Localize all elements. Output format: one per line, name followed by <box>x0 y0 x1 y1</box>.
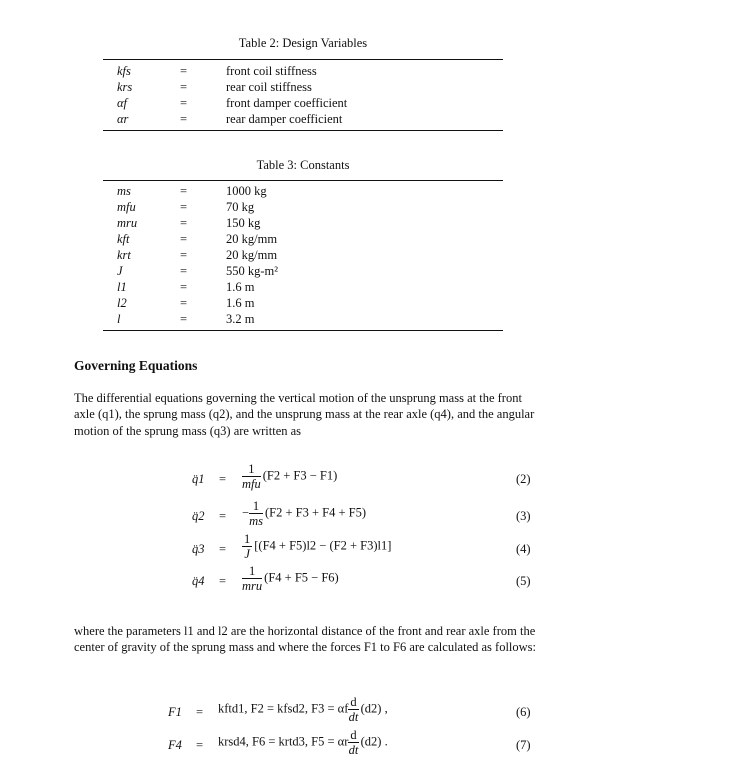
equals: = <box>180 216 188 230</box>
intro-paragraph: The differential equations governing the vertical motion of the unsprung mass at the front axle (q1), the sprung mass (q2), and the unsprung mass at the rear axle (q4), and the angular motion of the sprung mass (q3) are written as <box>74 391 535 438</box>
symbol: kft <box>117 232 130 246</box>
equation-number: (4) <box>516 542 531 556</box>
description: front damper coefficient <box>226 96 348 110</box>
value: 70 kg <box>226 200 255 214</box>
symbol: l2 <box>117 296 127 310</box>
section-heading: Governing Equations <box>74 358 198 373</box>
equals: = <box>180 96 188 110</box>
equation-rhs <box>242 532 391 561</box>
fraction <box>242 462 261 491</box>
equals: = <box>180 184 188 198</box>
symbol: αr <box>117 112 129 126</box>
table-row <box>0 183 738 199</box>
fraction <box>348 728 358 757</box>
equation-row <box>0 728 738 764</box>
description: rear coil stiffness <box>226 80 312 94</box>
symbol: mru <box>117 216 138 230</box>
numerator: d <box>350 728 357 742</box>
equation-rest: (F4 + F5 − F6) <box>264 570 339 585</box>
equals: = <box>219 574 227 588</box>
sign: − <box>242 505 250 520</box>
value: 20 kg/mm <box>226 248 278 262</box>
equals: = <box>196 738 204 752</box>
numerator: 1 <box>242 462 261 477</box>
equals: = <box>180 112 188 126</box>
equation-rest: (d2) . <box>360 734 388 749</box>
table3-top-rule <box>103 180 503 181</box>
equals: = <box>180 312 188 326</box>
equation-lhs: q̈4 <box>192 574 205 588</box>
denominator: mru <box>242 579 263 593</box>
fraction <box>249 499 263 528</box>
table-row <box>0 231 738 247</box>
equals: = <box>196 705 204 719</box>
equals: = <box>180 232 188 246</box>
equation-number: (7) <box>516 738 531 752</box>
symbol: J <box>117 264 123 278</box>
value: 1.6 m <box>226 296 255 310</box>
denominator: dt <box>348 710 359 724</box>
table-row <box>0 199 738 215</box>
numerator: 1 <box>249 499 263 514</box>
table-row <box>0 295 738 311</box>
equation-row <box>0 695 738 731</box>
equation-rest: (F2 + F3 + F4 + F5) <box>264 505 367 520</box>
table3-caption: Table 3: Constants <box>256 158 350 172</box>
equation-number: (3) <box>516 509 531 523</box>
equation-rhs <box>242 564 339 593</box>
equation-number: (6) <box>516 705 531 719</box>
symbol: αf <box>117 96 128 110</box>
equation-rhs <box>242 462 337 491</box>
numerator: d <box>350 695 357 709</box>
equation-rhs <box>242 499 366 528</box>
denominator: J <box>244 547 250 561</box>
equals: = <box>180 296 188 310</box>
table-row <box>0 111 738 127</box>
fraction <box>242 564 262 593</box>
equation-part: kftd1, F2 = kfsd2, F3 = αf <box>218 701 349 716</box>
equation-row <box>0 462 738 498</box>
value: 550 kg-m² <box>226 264 279 278</box>
equation-rest: (F2 + F3 − F1) <box>262 468 338 483</box>
equation-lhs: q̈2 <box>192 509 205 523</box>
symbol: l1 <box>117 280 127 294</box>
symbol: mfu <box>117 200 136 214</box>
table2-top-rule <box>103 59 503 60</box>
fraction <box>348 695 358 724</box>
value: 1.6 m <box>226 280 255 294</box>
symbol: ms <box>117 184 131 198</box>
equals: = <box>180 64 188 78</box>
table2-caption: Table 2: Design Variables <box>238 36 368 50</box>
description: rear damper coefficient <box>226 112 343 126</box>
fraction <box>242 532 252 561</box>
denominator: ms <box>249 514 263 528</box>
equals: = <box>180 80 188 94</box>
table-row <box>0 247 738 263</box>
equals: = <box>219 509 227 523</box>
table-row <box>0 263 738 279</box>
value: 20 kg/mm <box>226 232 278 246</box>
denominator: mfu <box>242 477 261 491</box>
value: 1000 kg <box>226 184 267 198</box>
table-row <box>0 279 738 295</box>
value: 3.2 m <box>226 312 255 326</box>
equals: = <box>219 472 227 486</box>
symbol: kfs <box>117 64 131 78</box>
table-row <box>0 311 738 327</box>
equation-lhs: q̈3 <box>192 542 205 556</box>
equation-rest: [(F4 + F5)l2 − (F2 + F3)l1] <box>254 538 392 553</box>
symbol: krs <box>117 80 133 94</box>
table-row <box>0 79 738 95</box>
description: front coil stiffness <box>226 64 317 78</box>
table3-bottom-rule <box>103 330 503 331</box>
symbol: l <box>117 312 121 326</box>
equation-row <box>0 564 738 600</box>
equation-row <box>0 532 738 568</box>
equation-row <box>0 499 738 535</box>
table2-bottom-rule <box>103 130 503 131</box>
numerator: 1 <box>242 564 262 579</box>
equation-rhs <box>218 728 388 757</box>
symbol: krt <box>117 248 131 262</box>
numerator: 1 <box>244 532 251 546</box>
equals: = <box>180 248 188 262</box>
equation-rest: (d2) , <box>360 701 388 716</box>
equation-lhs: F1 <box>168 705 182 719</box>
equation-part: krsd4, F6 = krtd3, F5 = αr <box>218 734 349 749</box>
equals: = <box>219 542 227 556</box>
table-row <box>0 95 738 111</box>
equals: = <box>180 264 188 278</box>
equals: = <box>180 280 188 294</box>
equation-number: (5) <box>516 574 531 588</box>
value: 150 kg <box>226 216 261 230</box>
equation-rhs <box>218 695 388 724</box>
equals: = <box>180 200 188 214</box>
denominator: dt <box>348 743 359 757</box>
equation-lhs: F4 <box>168 738 182 752</box>
equation-lhs: q̈1 <box>192 472 205 486</box>
equation-number: (2) <box>516 472 531 486</box>
middle-paragraph: where the parameters l1 and l2 are the horizontal distance of the front and rear axle from the center of gravity of the sprung mass and where the forces F1 to F6 are calculated as follows: <box>74 624 537 655</box>
table-row <box>0 63 738 79</box>
table-row <box>0 215 738 231</box>
